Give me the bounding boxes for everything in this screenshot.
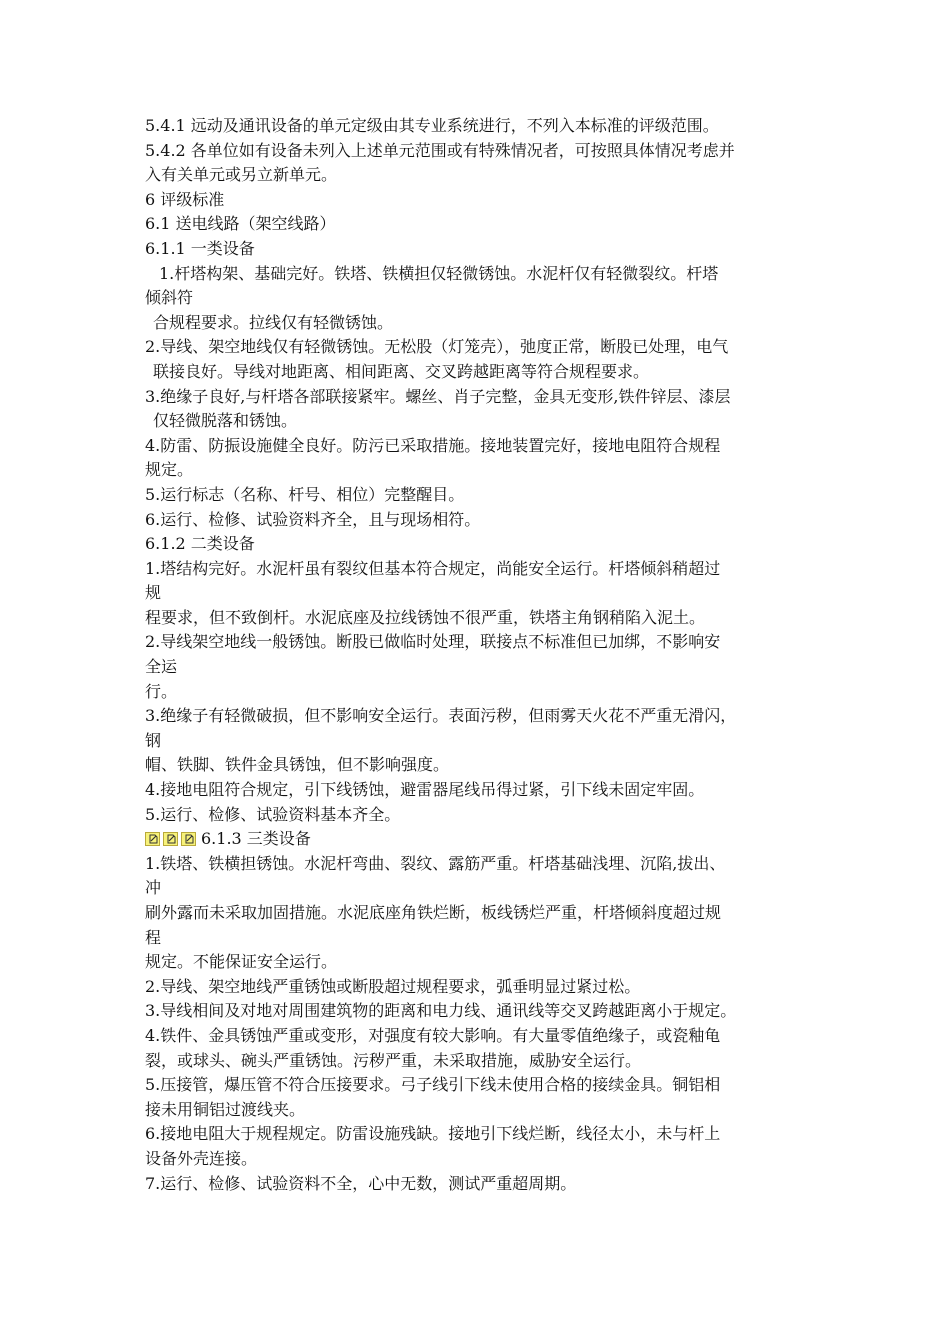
inline-icons xyxy=(145,829,199,852)
section-heading: 6.1 送电线路（架空线路） xyxy=(145,214,336,234)
section-heading-label: 6.1.3 三类设备 xyxy=(201,829,311,849)
text-line: 3.绝缘子良好,与杆塔各部联接紧牢。螺丝、肖子完整，金具无变形,铁件锌层、漆层 xyxy=(145,386,731,406)
text-line: 4.接地电阻符合规定，引下线锈蚀，避雷器尾线吊得过紧，引下线未固定牢固。 xyxy=(145,780,705,800)
text-line: 帽、铁脚、铁件金具锈蚀，但不影响强度。 xyxy=(145,755,450,775)
document-link-icon[interactable] xyxy=(145,832,160,846)
text-line: 设备外壳连接。 xyxy=(145,1148,258,1168)
text-line: 5.运行、检修、试验资料基本齐全。 xyxy=(145,804,401,824)
text-line: 规定。不能保证安全运行。 xyxy=(145,952,338,972)
section-heading-with-icons xyxy=(145,827,810,852)
text-line: 5.压接管，爆压管不符合压接要求。弓子线引下线未使用合格的接续金具。铜铝相 xyxy=(145,1075,721,1095)
text-line: 联接良好。导线对地距离、相间距离、交叉跨越距离等符合规程要求。 xyxy=(153,361,650,381)
text-line: 规定。 xyxy=(145,460,194,480)
text-line: 刷外露而未采取加固措施。水泥底座角铁烂断，板线锈烂严重，杆塔倾斜度超过规 xyxy=(145,903,722,922)
text-line: 5.4.1 远动及通讯设备的单元定级由其专业系统进行，不列入本标准的评级范围。 xyxy=(145,116,719,135)
document-link-icon[interactable] xyxy=(181,832,196,846)
text-line: 5.4.2 各单位如有设备未列入上述单元范围或有特殊情况者，可按照具体情况考虑并 xyxy=(145,140,735,160)
text-line: 裂，或球头、碗头严重锈蚀。污秽严重，未采取措施，威胁安全运行。 xyxy=(145,1050,642,1070)
section-heading: 6.1.2 二类设备 xyxy=(145,534,255,554)
text-line: 6.接地电阻大于规程规定。防雷设施残缺。接地引下线烂断，线径太小，未与杆上 xyxy=(145,1124,721,1144)
text-line: 2.导线、架空地线仅有轻微锈蚀。无松股（灯笼壳），弛度正常，断股已处理，电气 xyxy=(145,337,729,357)
text-line: 冲 xyxy=(145,878,162,898)
document-link-icon[interactable] xyxy=(163,832,178,846)
text-line: 接未用铜铝过渡线夹。 xyxy=(145,1099,306,1119)
text-line: 4.防雷、防振设施健全良好。防污已采取措施。接地装置完好，接地电阻符合规程 xyxy=(145,435,721,455)
text-line: 1.塔结构完好。水泥杆虽有裂纹但基本符合规定，尚能安全运行。杆塔倾斜稍超过 xyxy=(145,558,721,578)
text-line: 1.杆塔构架、基础完好。铁塔、铁横担仅轻微锈蚀。水泥杆仅有轻微裂纹。杆塔 xyxy=(159,263,719,283)
text-line: 全运 xyxy=(145,657,178,677)
text-line: 3.绝缘子有轻微破损，但不影响安全运行。表面污秽，但雨雾天火花不严重无滑闪， xyxy=(145,706,737,726)
text-line: 规 xyxy=(145,583,162,603)
text-line: 入有关单元或另立新单元。 xyxy=(145,165,338,185)
text-line: 5.运行标志（名称、杆号、相位）完整醒目。 xyxy=(145,484,465,504)
document-body xyxy=(145,114,810,1196)
text-line: 合规程要求。拉线仅有轻微锈蚀。 xyxy=(153,312,394,332)
text-line: 程要求，但不致倒杆。水泥底座及拉线锈蚀不很严重，铁塔主角钢稍陷入泥土。 xyxy=(145,607,706,627)
text-line: 3.导线相间及对地对周围建筑物的距离和电力线、通讯线等交叉跨越距离小于规定。 xyxy=(145,1001,737,1021)
section-heading: 6.1.1 一类设备 xyxy=(145,238,255,258)
text-line: 4.铁件、金具锈蚀严重或变形，对强度有较大影响。有大量零值绝缘子，或瓷釉龟 xyxy=(145,1025,721,1045)
text-line: 2.导线、架空地线严重锈蚀或断股超过规程要求，弧垂明显过紧过松。 xyxy=(145,976,641,996)
text-line: 7.运行、检修、试验资料不全，心中无数，测试严重超周期。 xyxy=(145,1173,577,1193)
text-line: 1.铁塔、铁横担锈蚀。水泥杆弯曲、裂纹、露筋严重。杆塔基础浅埋、沉陷,拔出、 xyxy=(145,853,726,873)
text-line: 程 xyxy=(145,927,162,947)
text-line: 行。 xyxy=(145,681,178,701)
text-line: 钢 xyxy=(145,730,162,750)
text-line: 2.导线架空地线一般锈蚀。断股已做临时处理，联接点不标准但已加绑，不影响安 xyxy=(145,632,721,652)
text-line: 仅轻微脱落和锈蚀。 xyxy=(153,411,298,431)
section-heading: 6 评级标准 xyxy=(145,189,225,209)
text-line: 6.运行、检修、试验资料齐全，且与现场相符。 xyxy=(145,509,481,529)
text-line: 倾斜符 xyxy=(145,288,194,308)
